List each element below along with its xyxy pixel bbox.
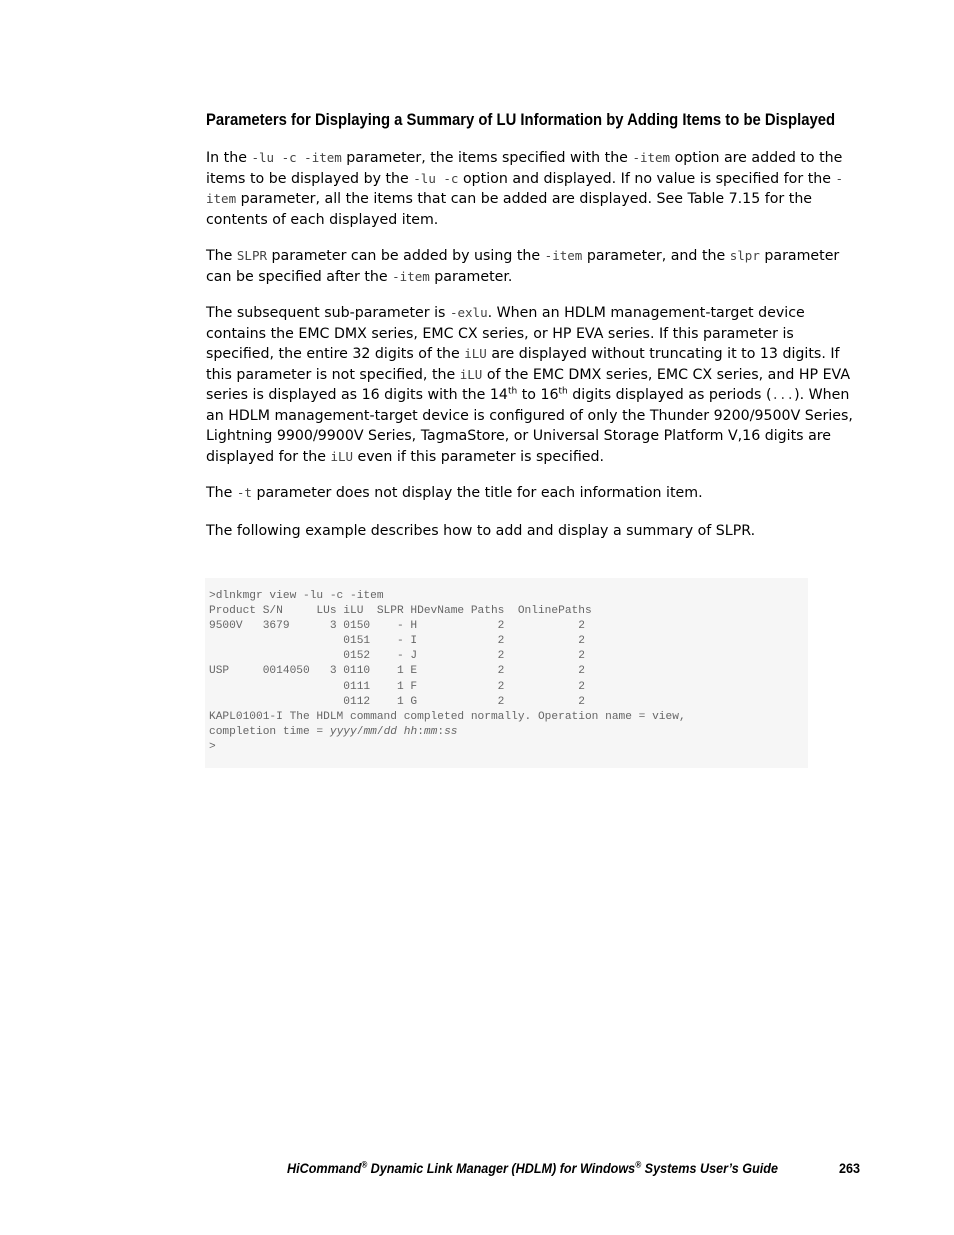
code-slpr: slpr: [729, 248, 760, 263]
command-prompt: >: [209, 740, 216, 753]
paragraph-example-intro: The following example describes how to add and display a summary of SLPR.: [206, 523, 756, 539]
code-line: >dlnkmgr view -lu -c -item: [209, 590, 384, 602]
command-output: >dlnkmgr view -lu -c -item Product S/N LUs iLU SLPR HDevName Paths OnlinePaths 9500V 3679 3 0150 - H 2 2 0151 - I 2 2 0152 - J 2 2 USP 0014050 3 0110 1 E 2 2 0111 1 F 2 2 0112 1 G 2 2 KAPL01001-I The HDLM command completed normally. Operation name = view, completion time = yyyy/mm/dd hh:mm:ss >: [209, 590, 686, 753]
section-heading: Parameters for Displaying a Summary of LU Information by Adding Items to be Displayed: [206, 111, 836, 129]
code-periods: ...: [771, 387, 795, 402]
code-lu-c-item: -lu -c -item: [251, 150, 342, 165]
code-ilu: iLU: [459, 366, 483, 382]
code-ilu: iLU: [330, 448, 354, 464]
paragraph-exlu-subparameter: The subsequent sub-parameter is -exlu. When an HDLM management-target device contains the EMC DMX series, EMC CX series, or HP EVA series. If this parameter is specified, the entire 32 digits of the iLU are displayed without truncating it to 13 digits. If this parameter is not specified, the iLU of the EMC DMX series, EMC CX series, and HP EVA series is displayed as 16 digits with the 14th to 16th digits displayed as periods (...). When an HDLM management-target device is configured of only the Thunder 9200/9500V Series, Lightning 9900/9900V Series, TagmaStore, or Universal Storage Platform V,16 digits are displayed for the iLU even if this parameter is specified.: [206, 305, 853, 465]
code-line: 0151 - I 2 2: [209, 635, 585, 648]
code-line: 0111 1 F 2 2: [209, 680, 585, 693]
code-t: -t: [236, 485, 252, 500]
footer-guide-title: HiCommand® Dynamic Link Manager (HDLM) for Windows® Systems User’s Guide: [287, 1159, 778, 1176]
code-example-block: [205, 578, 808, 768]
code-item: -item: [632, 150, 671, 165]
code-line: 0112 1 G 2 2: [209, 695, 585, 708]
code-line: USP 0014050 3 0110 1 E 2 2: [209, 665, 585, 678]
code-line: 9500V 3679 3 0150 - H 2 2: [209, 620, 585, 633]
code-line: completion time =: [209, 725, 330, 738]
paragraph-t-parameter: The -t parameter does not display the title for each information item.: [206, 485, 703, 501]
code-SLPR: SLPR: [236, 248, 268, 263]
page-number: 263: [839, 1160, 861, 1176]
code-item: -item: [544, 248, 583, 263]
code-line: Product S/N LUs iLU SLPR HDevName Paths OnlinePaths: [209, 605, 592, 618]
paragraph-item-parameter: In the -lu -c -item parameter, the items specified with the -item option are added to the items to be displayed by the -lu -c option and displayed. If no value is specified for the -item parameter, all the items that can be added are displayed. See Table 7.15 for the contents of each displayed item.: [206, 150, 844, 228]
code-line: 0152 - J 2 2: [209, 650, 585, 663]
code-lu-c: -lu -c: [413, 170, 459, 186]
code-exlu: -exlu: [449, 305, 488, 320]
paragraph-slpr-parameter: The SLPR parameter can be added by using the -item parameter, and the slpr parameter can be specified after the -item parameter.: [206, 248, 840, 285]
code-line: KAPL01001-I The HDLM command completed normally. Operation name = view,: [209, 710, 686, 723]
code-item: -item: [392, 268, 430, 284]
superscript-th: th: [507, 386, 518, 397]
superscript-th: th: [558, 386, 568, 397]
code-ilu: iLU: [464, 346, 487, 361]
code-item: -item: [206, 170, 844, 206]
